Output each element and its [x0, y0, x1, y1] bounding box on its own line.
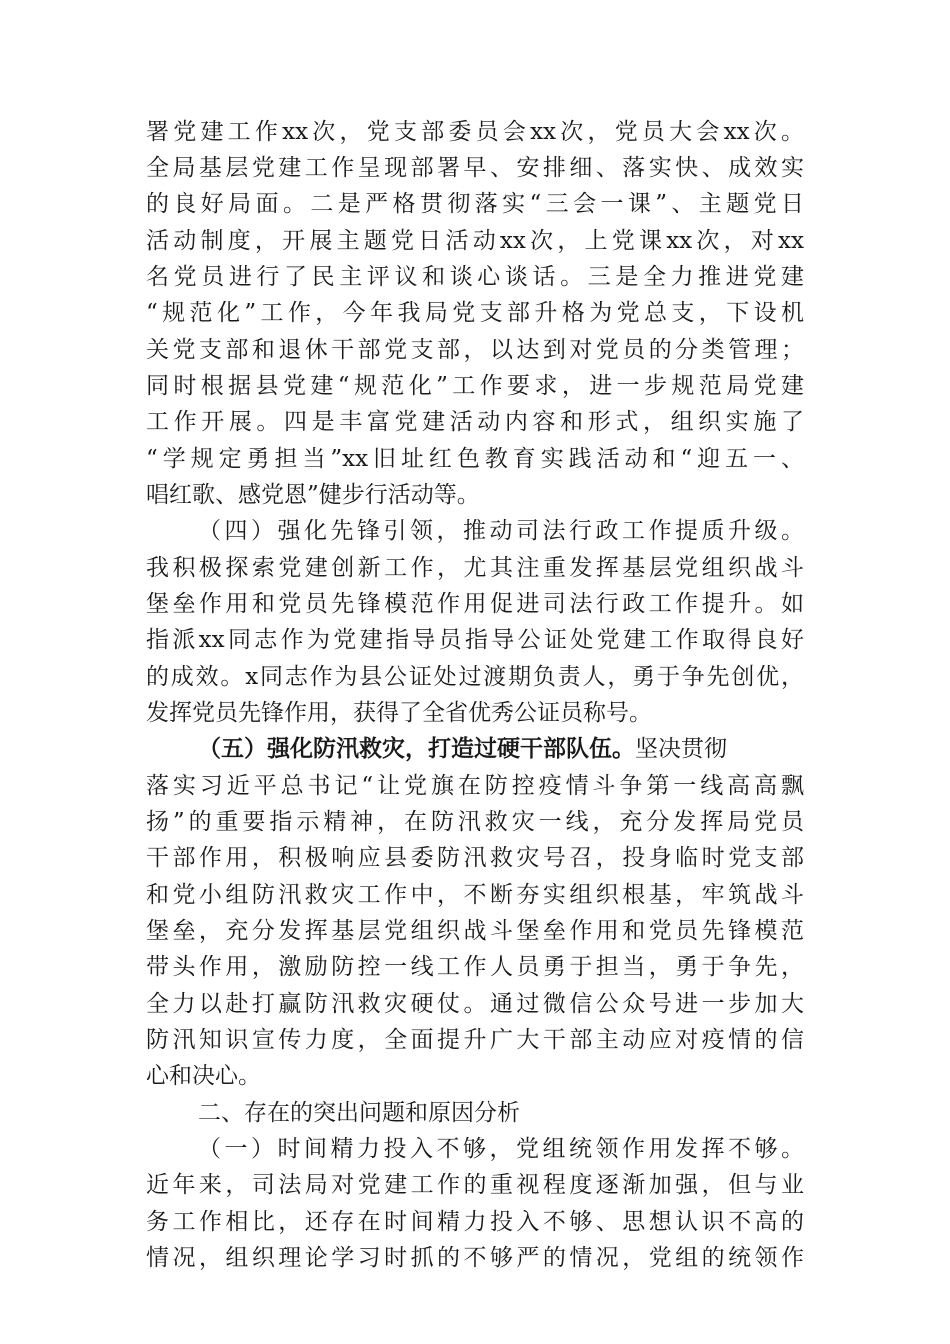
section-two-heading: 二、存在的突出问题和原因分析: [198, 1100, 520, 1126]
body-text-line: 发挥党员先锋作用，获得了全省优秀公证员称号。: [146, 700, 652, 726]
body-text-line: 我积极探索党建创新工作，尤其注重发挥基层党组织战斗: [146, 555, 804, 581]
body-text-line: 堡垒作用和党员先锋模范作用促进司法行政工作提升。如: [146, 591, 804, 617]
body-text-line: 名党员进行了民主评议和谈心谈话。三是全力推进党建: [146, 264, 804, 290]
body-text-line: 堡垒，充分发挥基层党组织战斗堡垒作用和党员先锋模范: [146, 918, 804, 944]
body-text-line: 带头作用，激励防控一线工作人员勇于担当，勇于争先，: [146, 954, 804, 980]
body-text-line: 和党小组防汛救灾工作中，不断夯实组织根基，牢筑战斗: [146, 882, 804, 908]
body-text-line: 务工作相比，还存在时间精力投入不够、思想认识不高的: [146, 1209, 804, 1235]
body-text-line: 署党建工作xx次，党支部委员会xx次，党员大会xx次。: [146, 119, 804, 145]
body-text-line: “学规定勇担当”xx旧址红色教育实践活动和“迎五一、: [146, 446, 804, 472]
section-five-lead: 坚决贯彻: [635, 736, 727, 762]
body-text-line: 活动制度，开展主题党日活动xx次，上党课xx次，对xx: [146, 228, 804, 254]
body-text-line: 关党支部和退休干部党支部，以达到对党员的分类管理；: [146, 337, 804, 363]
body-text-line: 指派xx同志作为党建指导员指导公证处党建工作取得良好: [146, 627, 804, 653]
body-text-line: 的成效。x同志作为县公证处过渡期负责人，勇于争先创优，: [146, 664, 804, 690]
section-five-title: （五）强化防汛救灾，打造过硬干部队伍。: [198, 735, 635, 762]
body-text-line: 防汛知识宣传力度，全面提升广大干部主动应对疫情的信: [146, 1027, 804, 1053]
body-text-line: 全局基层党建工作呈现部署早、安排细、落实快、成效实: [146, 155, 804, 181]
body-text-line: 全力以赴打赢防汛救灾硬仗。通过微信公众号进一步加大: [146, 991, 804, 1017]
body-text-line: 心和决心。: [146, 1063, 261, 1089]
body-text-line: 唱红歌、感党恩”健步行活动等。: [146, 482, 480, 508]
body-text-line: 干部作用，积极响应县委防汛救灾号召，投身临时党支部: [146, 845, 804, 871]
body-text-line: 扬”的重要指示精神，在防汛救灾一线，充分发挥局党员: [146, 809, 804, 835]
body-text-line: 落实习近平总书记“让党旗在防控疫情斗争第一线高高飘: [146, 773, 804, 799]
body-text-line: 近年来，司法局对党建工作的重视程度逐渐加强，但与业: [146, 1172, 804, 1198]
body-text-line: “规范化”工作，今年我局党支部升格为党总支，下设机: [146, 300, 804, 326]
body-text-line: 情况，组织理论学习时抓的不够严的情况，党组的统领作: [146, 1245, 804, 1271]
subsection-one-heading: （一）时间精力投入不够，党组统领作用发挥不够。: [198, 1136, 804, 1162]
body-text-line: 同时根据县党建“规范化”工作要求，进一步规范局党建: [146, 373, 804, 399]
body-text-line: 工作开展。四是丰富党建活动内容和形式，组织实施了: [146, 409, 804, 435]
body-text-line: 的良好局面。二是严格贯彻落实“三会一课”、主题党日: [146, 191, 804, 217]
section-four-heading: （四）强化先锋引领，推动司法行政工作提质升级。: [198, 518, 804, 544]
section-five-heading: [198, 731, 804, 767]
